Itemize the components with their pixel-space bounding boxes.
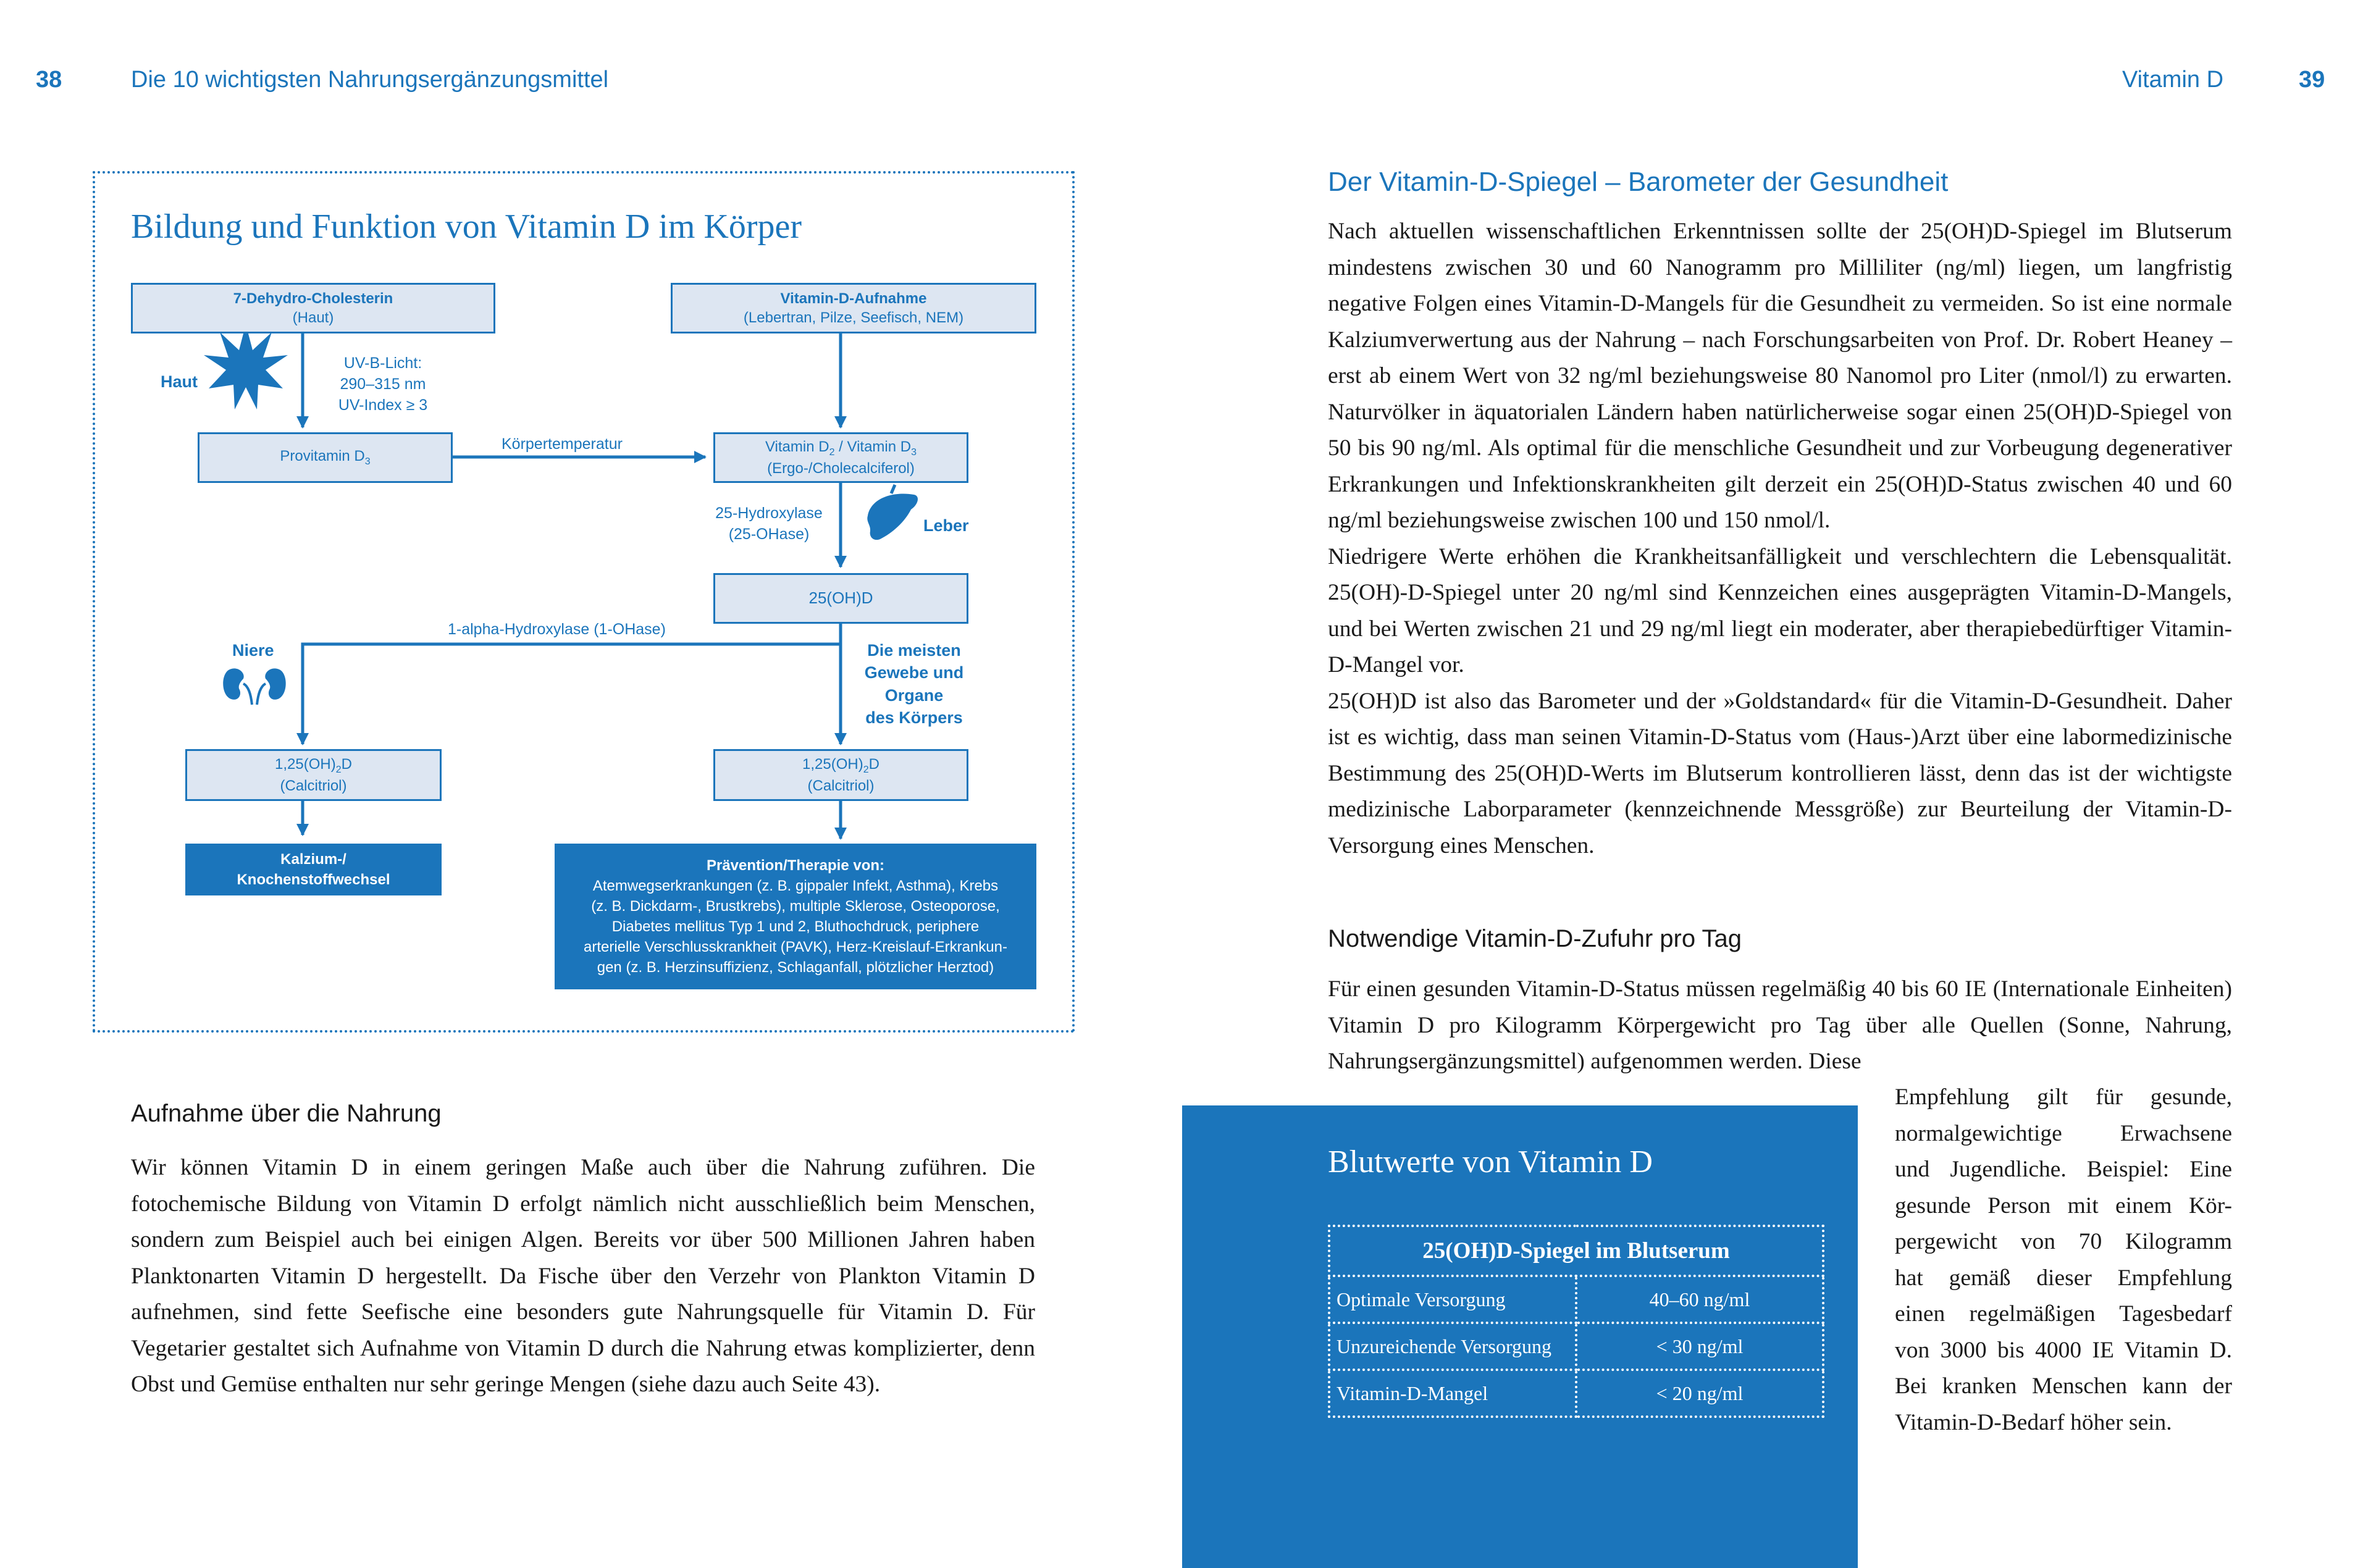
left-section-heading: Aufnahme über die Nahrung bbox=[131, 1100, 442, 1127]
blood-values-table bbox=[1328, 1225, 1824, 1418]
right-running-title: Vitamin D bbox=[2122, 67, 2224, 93]
table-cell-value: < 30 ng/ml bbox=[1576, 1323, 1823, 1370]
table-row bbox=[1329, 1276, 1823, 1323]
left-page-number: 38 bbox=[36, 67, 62, 93]
box-25-oh-d: 25(OH)D bbox=[713, 573, 968, 624]
blood-values-title: Blutwerte von Vitamin D bbox=[1328, 1144, 1653, 1180]
table-header: 25(OH)D-Spiegel im Blutserum bbox=[1329, 1226, 1823, 1276]
right-section-heading: Der Vitamin-D-Spiegel – Barometer der Gesundheit bbox=[1328, 167, 1949, 197]
box-dehydro-cholesterin: 7-Dehydro-Cholesterin (Haut) bbox=[131, 283, 495, 333]
intake-wrap-text: Empfehlung gilt für gesunde, normalgewichtige Erwachsene und Jugendliche. Beispiel: Eine gesunde Person mit einem Kör- pergewicht von 70 Kilogramm hat gemäß dieser Empfehlung einen regelmäßigen Tagesbedarf von 3000 bis 4000 IE Vitamin D. Bei kranken Menschen kann der Vitamin-D-Bedarf höher sein. bbox=[1895, 1084, 2232, 1435]
box-vitamin-d-intake: Vitamin-D-Aufnahme (Lebertran, Pilze, Seefisch, NEM) bbox=[671, 283, 1036, 333]
table-cell-value: 40–60 ng/ml bbox=[1576, 1276, 1823, 1323]
intake-subheading: Notwendige Vitamin-D-Zufuhr pro Tag bbox=[1328, 925, 1742, 952]
table-cell-label: Unzureichende Versorgung bbox=[1329, 1323, 1576, 1370]
box-calcitriol-left: $1,25(OH)_2D$ (Calcitriol) bbox=[185, 749, 442, 801]
label-25-hydroxylase: 25-Hydroxylase (25-OHase) bbox=[715, 505, 823, 543]
table-cell-label: Vitamin-D-Mangel bbox=[1329, 1370, 1576, 1417]
left-running-title: Die 10 wichtigsten Nahrungsergänzungsmittel bbox=[131, 67, 609, 93]
box-provitamin-d3: Provitamin $D_3$ bbox=[198, 432, 453, 483]
label-gewebe-organe: Die meisten Gewebe und Organe des Körpers bbox=[864, 641, 964, 727]
left-section-paragraph: Wir können Vitamin D in einem geringen Maße auch über die Nahrung zuführen. Die fotochemische Bildung von Vitamin D erfolgt nämlich nicht ausschließlich beim Menschen, sondern zum Beispiel auch bei einigen Algen. Bereits vor über 500 Millionen Jahren haben Planktonarten Vitamin D hergestellt. Da Fische über den Verzehr von Plankton Vitamin D aufnehmen, sind fette Seefische eine besonders gute Nahrungsquelle für Vitamin D. Für Vegetarier gestaltet sich Aufnahme von Vitamin D durch die Nahrung etwas komplizierter, denn Obst und Gemüse enthalten nur sehr geringe Mengen (siehe dazu auch Seite 43). bbox=[131, 1155, 1035, 1397]
table-header-row bbox=[1329, 1226, 1823, 1276]
right-section-paragraphs: Nach aktuellen wissenschaftlichen Erkenntnissen sollte der 25(OH)D-Spiegel im Blutserum mindestens zwischen 30 und 60 Nanogramm pro Milliliter (ng/ml) liegen, um langfristig negative Folgen eines Vitamin-D-Mangels für die Gesundheit zu vermeiden. So ist eine normale Kalziumverwertung aus der Nahrung – nach Forschungsarbeiten von Prof. Dr. Robert Heaney – erst ab einem Wert von 32 ng/ml beziehungsweise 80 Nanomol pro Liter (nmol/l) zu erwarten. Naturvölker in äquatorialen Ländern haben natürlicherweise sogar einen 25(OH)D-Spiegel von 50 bis 90 ng/ml. Als optimal für die menschliche Gesundheit und zur Vorbeugung degenerativer Erkrankungen und Infektionskrankheiten gilt derzeit ein 25(OH)D-Status zwischen 40 und 60 ng/ml beziehungsweise zwischen 100 und 150 nmol/l. Niedrigere Werte erhöhen die Krankheitsanfälligkeit und verschlechtern die Lebensqualität. 25(OH)-D-Spiegel unter 20 ng/ml sind Kennzeichen eines ausgeprägten Vitamin-D-Mangels, und bei Werten zwischen 21 und 29 ng/ml liegt ein moderater, aber therapiebedürftiger Vitamin-D-Mangel vor. 25(OH)D ist also das Barometer und der »Goldstandard« für die Vitamin-D-Gesundheit. Daher ist es wichtig, dass man seinen Vitamin-D-Status vom (Haus-)Arzt über eine labormedizinische Bestimmung des 25(OH)D-Werts im Blutserum kontrollieren lässt, denn das ist der wichtigste medizinische Laborparameter (kennzeichnende Messgröße) zur Beurteilung der Vitamin-D-Versorgung eines Menschen. bbox=[1328, 219, 2232, 858]
kidney-icon bbox=[223, 668, 286, 705]
label-haut: Haut bbox=[161, 372, 198, 391]
diagram-title: Bildung und Funktion von Vitamin D im Körper bbox=[131, 208, 802, 246]
liver-icon bbox=[867, 485, 918, 540]
table-row bbox=[1329, 1370, 1823, 1417]
box-kalzium-knochenstoffwechsel: Kalzium-/ Knochenstoffwechsel bbox=[185, 844, 442, 895]
label-leber: Leber bbox=[923, 516, 969, 535]
box-calcitriol-right: $1,25(OH)_2D$ (Calcitriol) bbox=[713, 749, 968, 801]
table-row bbox=[1329, 1323, 1823, 1370]
box-praevention-therapie: Prävention/Therapie von: Atemwegserkrankungen (z. B. gippaler Infekt, Asthma), Krebs (z. B. Dickdarm-, Brustkrebs), multiple Sklerose, Osteoporose, Diabetes mellitus Typ 1 und 2, Bluthochdruck, periphere arterielle Verschlusskrankheit (PAVK), Herz-Kreislauf-Erkrankun- gen (z. B. Herzinsuffizienz, Schlaganfall, plötzlicher Herztod) bbox=[555, 844, 1036, 989]
label-koerpertemperatur: Körpertemperatur bbox=[502, 435, 623, 453]
table-cell-value: < 20 ng/ml bbox=[1576, 1370, 1823, 1417]
box-vitamin-d2-d3: Vitamin $D_2$ / Vitamin $D_3$ (Ergo-/Cholecalciferol) bbox=[713, 432, 968, 483]
sun-icon bbox=[204, 324, 288, 409]
label-niere: Niere bbox=[232, 641, 274, 660]
arrow-1alpha-path bbox=[303, 644, 841, 744]
right-page-number: 39 bbox=[2299, 67, 2325, 93]
intake-paragraph: Für einen gesunden Vitamin-D-Status müssen regelmäßig 40 bis 60 IE (Internationale Einheiten) Vitamin D pro Kilogramm Körpergewicht pro Tag über alle Quellen (Sonne, Nahrung, Nahrungsergänzungsmittel) aufgenommen werden. Diese bbox=[1328, 976, 2232, 1074]
table-cell-label: Optimale Versorgung bbox=[1329, 1276, 1576, 1323]
label-uvb: UV-B-Licht: 290–315 nm UV-Index ≥ 3 bbox=[338, 354, 428, 414]
label-1-alpha-hydroxylase: 1-alpha-Hydroxylase (1-OHase) bbox=[448, 621, 666, 638]
